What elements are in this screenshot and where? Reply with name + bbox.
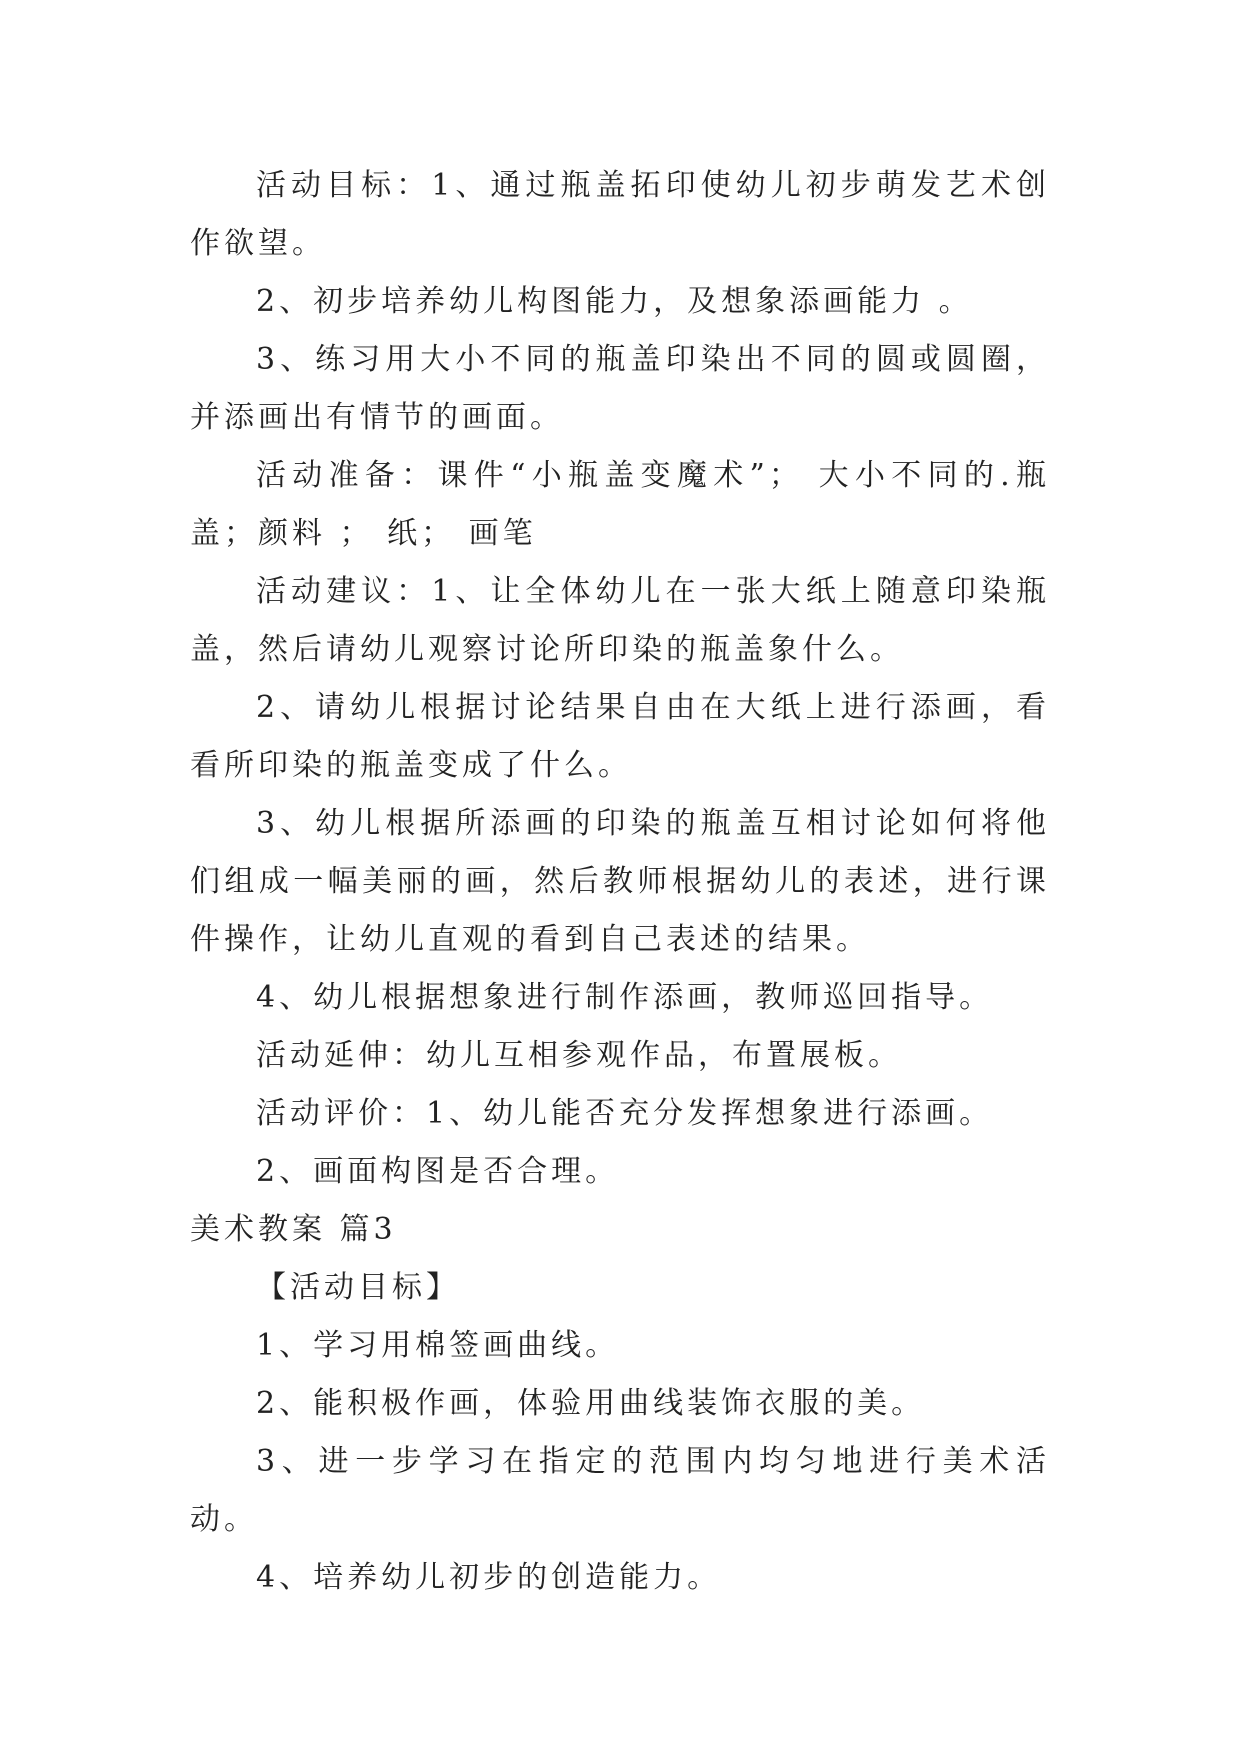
paragraph-activity-suggestions: 活动建议：1、让全体幼儿在一张大纸上随意印染瓶盖，然后请幼儿观察讨论所印染的瓶盖象什么。: [190, 574, 1050, 667]
paragraph-goal-3: 3、练习用大小不同的瓶盖印染出不同的圆或圆圈，并添画出有情节的画面。: [190, 342, 1050, 435]
paragraph-goal-2: 2、初步培养幼儿构图能力，及想象添画能力 。: [256, 284, 973, 319]
paragraph-suggestion-2: 2、请幼儿根据讨论结果自由在大纸上进行添画，看看所印染的瓶盖变成了什么。: [190, 690, 1050, 783]
paragraph-goal-item-3: 3、进一步学习在指定的范围内均匀地进行美术活动。: [190, 1444, 1050, 1537]
paragraph-evaluation-2: 2、画面构图是否合理。: [256, 1154, 620, 1189]
paragraph-activity-preparation: 活动准备：课件“小瓶盖变魔术”； 大小不同的.瓶盖；颜料 ； 纸； 画笔: [190, 458, 1050, 551]
paragraph-goal-item-1: 1、学习用棉签画曲线。: [256, 1328, 620, 1363]
section-heading-lesson-3: 美术教案 篇3: [190, 1212, 397, 1247]
paragraph-goal-item-2: 2、能积极作画，体验用曲线装饰衣服的美。: [256, 1386, 926, 1421]
paragraph-goal-item-4: 4、培养幼儿初步的创造能力。: [256, 1560, 722, 1595]
paragraph-activity-extension: 活动延伸：幼儿互相参观作品，布置展板。: [256, 1038, 902, 1073]
paragraph-activity-evaluation: 活动评价：1、幼儿能否充分发挥想象进行添画。: [256, 1096, 994, 1131]
paragraph-suggestion-3: 3、幼儿根据所添画的印染的瓶盖互相讨论如何将他们组成一幅美丽的画，然后教师根据幼儿的表述，进行课件操作，让幼儿直观的看到自己表述的结果。: [190, 806, 1050, 957]
paragraph-suggestion-4: 4、幼儿根据想象进行制作添画，教师巡回指导。: [256, 980, 994, 1015]
section-subheading-goals: 【活动目标】: [256, 1270, 460, 1305]
document-body: [190, 157, 1050, 1607]
paragraph-activity-goals: 活动目标：1、通过瓶盖拓印使幼儿初步萌发艺术创作欲望。: [190, 168, 1050, 261]
